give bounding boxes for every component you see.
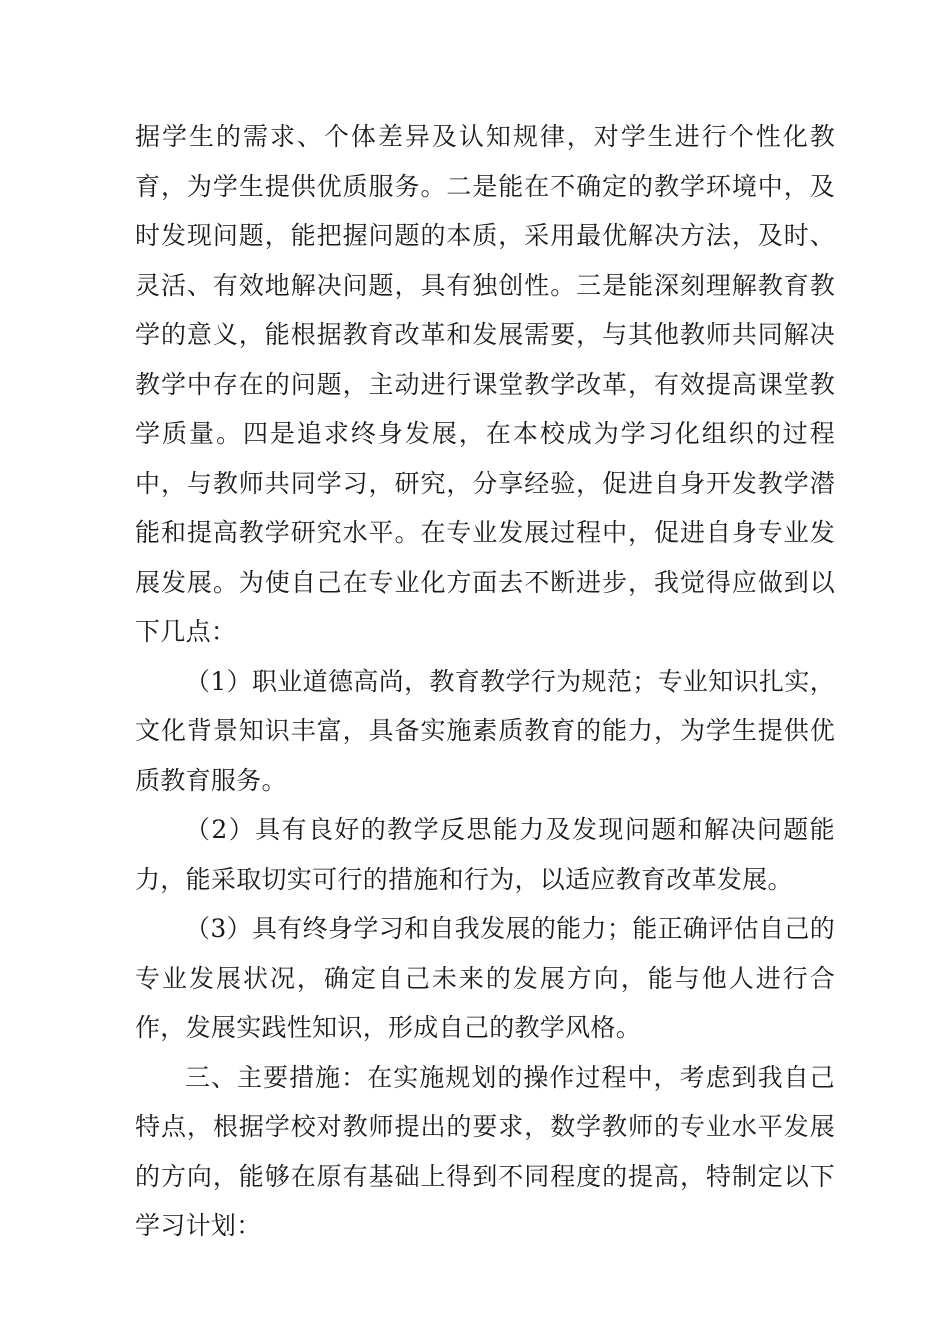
document-body [135,112,835,1251]
paragraph-continuation: 据学生的需求、个体差异及认知规律，对学生进行个性化教育，为学生提供优质服务。二是能在不确定的教学环境中，及时发现问题，能把握问题的本质，采用最优解决方法，及时、灵活、有效地解决问题，具有独创性。三是能深刻理解教育教学的意义，能根据教育改革和发展需要，与其他教师共同解决教学中存在的问题，主动进行课堂教学改革，有效提高课堂教学质量。四是追求终身发展，在本校成为学习化组织的过程中，与教师共同学习，研究，分享经验，促进自身开发教学潜能和提高教学研究水平。在专业发展过程中，促进自身专业发展发展。为使自己在专业化方面去不断进步，我觉得应做到以下几点： [135,122,835,646]
paragraph-point-3: （3）具有终身学习和自我发展的能力；能正确评估自己的专业发展状况，确定自己未来的发展方向，能与他人进行合作，发展实践性知识，形成自己的教学风格。 [135,914,835,1042]
paragraph-point-1: （1）职业道德高尚，教育教学行为规范；专业知识扎实，文化背景知识丰富，具备实施素质教育的能力，为学生提供优质教育服务。 [135,666,835,795]
paragraph-main-measures: 三、主要措施：在实施规划的操作过程中，考虑到我自己特点，根据学校对教师提出的要求，数学教师的专业水平发展的方向，能够在原有基础上得到不同程度的提高，特制定以下学习计划： [135,1062,835,1240]
paragraph-point-2: （2）具有良好的教学反思能力及发现问题和解决问题能力，能采取切实可行的措施和行为，以适应教育改革发展。 [135,815,835,894]
